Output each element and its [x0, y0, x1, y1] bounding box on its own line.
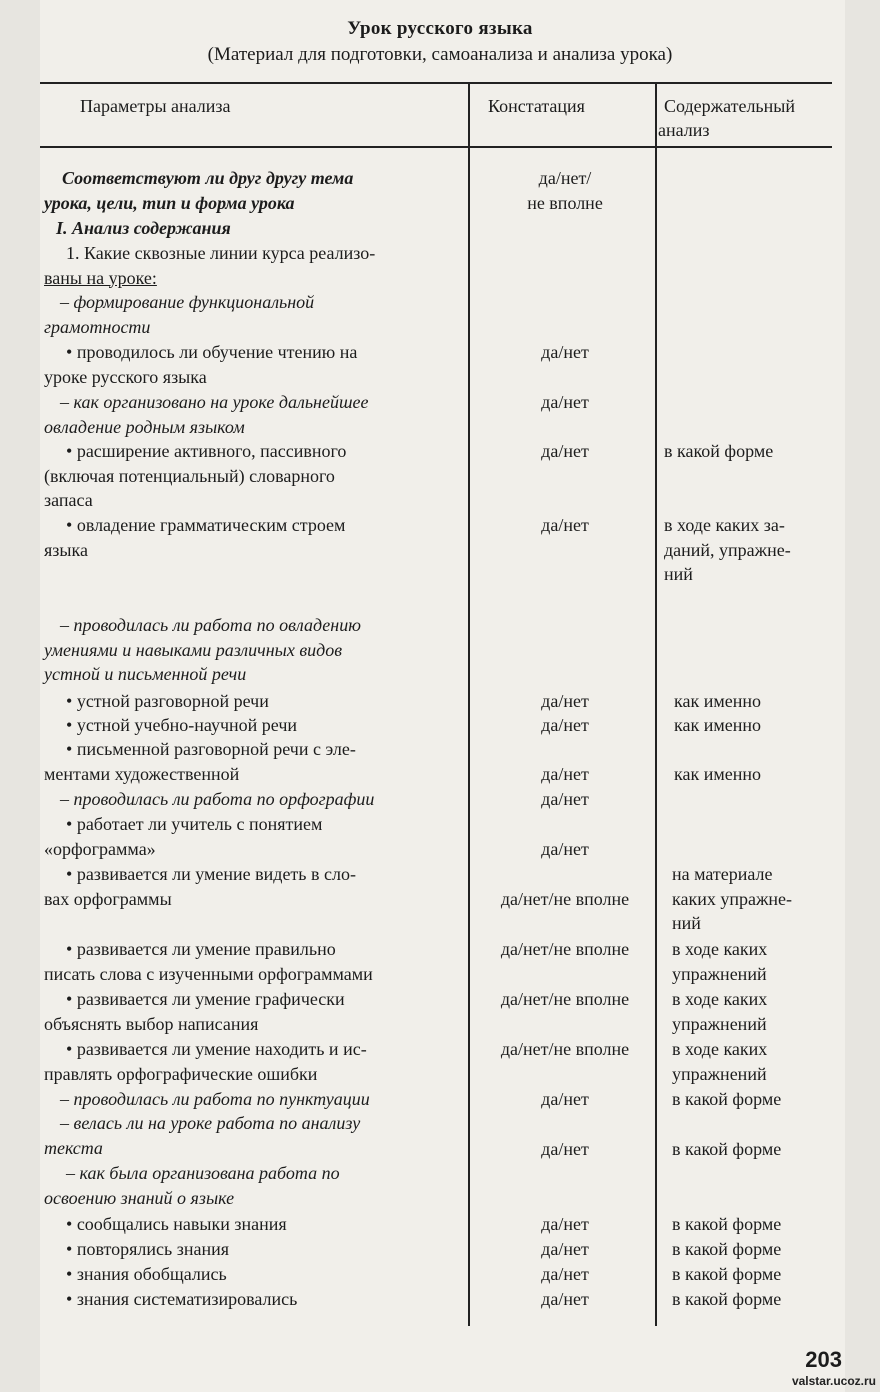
analysis-cell: в какой форме [672, 1139, 782, 1159]
analysis-cell: в какой форме [672, 1239, 782, 1259]
analysis-cell: как именно [674, 691, 761, 711]
table-row-oral-colloquial: • устной разговорной речи [44, 689, 468, 714]
statement-cell: да/нет [541, 764, 589, 784]
table-row-vocabulary: • расширение активного, пассивного (включая потенциальный) словарного запаса [44, 439, 468, 513]
table-row-speech-skills: – проводилась ли работа по овладению умениями и навыками различных видов устной и письменной речи [44, 615, 361, 684]
table-row-text-analysis: – велась ли на уроке работа по анализу текста [44, 1113, 361, 1158]
table-row-orthogram-concept: • работает ли учитель с понятием «орфограмма» [44, 812, 468, 861]
table-row-skills-given: • сообщались навыки знания [44, 1212, 468, 1237]
statement-cell: да/нет [541, 1289, 589, 1309]
statement-cell: да/нет [541, 839, 589, 859]
table-row-functional-literacy: – формирование функциональной грамотности [44, 292, 315, 337]
section-heading-content-analysis: I. Анализ содержания [56, 218, 231, 238]
watermark-url[interactable]: valstar.ucoz.ru [791, 1374, 876, 1388]
table-row-find-errors: • развивается ли умение находить и ис- правлять орфографические ошибки [44, 1037, 468, 1086]
table-row-knowledge-generalized: • знания обобщались [44, 1262, 468, 1287]
statement-cell: да/нет [541, 1214, 589, 1234]
table-row-reading-teaching: • проводилось ли обучение чтению на уроке русского языка [44, 340, 468, 389]
statement-cell: да/нет/не вполне [500, 889, 630, 909]
statement-cell: да/нет [541, 1089, 589, 1109]
table-row-graphic-explain: • развивается ли умение графически объяснять выбор написания [44, 987, 468, 1036]
statement-cell: да/нет [541, 1264, 589, 1284]
table-row-topic-match: Соответствуют ли друг другу тема урока, цели, тип и форма урока [44, 168, 354, 213]
header-statement: Констатация [488, 96, 585, 116]
table-header-rule [40, 146, 832, 148]
table-row-oral-academic: • устной учебно-научной речи [44, 713, 468, 738]
margin-shadow-right [845, 0, 880, 1392]
statement-cell: да/нет [541, 691, 589, 711]
analysis-cell: в ходе каких упражнений [672, 939, 768, 984]
analysis-cell: в какой форме [664, 441, 774, 461]
statement-cell: да/нет [541, 1239, 589, 1259]
statement-cell: да/нет/ не вполне [527, 168, 603, 213]
statement-cell: да/нет [541, 1139, 589, 1159]
header-parameters: Параметры анализа [80, 96, 231, 116]
table-row-language-knowledge: – как была организована работа по освоению знаний о языке [44, 1163, 340, 1208]
table-top-rule [40, 82, 832, 84]
statement-cell: да/нет [541, 392, 589, 412]
analysis-cell: как именно [674, 715, 761, 735]
table-row-written-colloquial: • письменной разговорной речи с эле- ментами художественной [44, 737, 468, 786]
analysis-cell: в какой форме [672, 1214, 782, 1234]
table-row-native-language: – как организовано на уроке дальнейшее овладение родным языком [44, 392, 369, 437]
margin-shadow-left [0, 0, 40, 1392]
table-row-grammar: • овладение грамматическим строем языка [44, 513, 468, 562]
statement-cell: да/нет/не вполне [500, 989, 630, 1009]
table-row-punctuation: – проводилась ли работа по пунктуации [60, 1089, 370, 1109]
table-row-see-orthograms: • развивается ли умение видеть в сло- вах орфограммы [44, 862, 468, 911]
analysis-cell: как именно [674, 764, 761, 784]
table-row-spell-correctly: • развивается ли умение правильно писать слова с изученными орфограммами [44, 937, 468, 986]
statement-cell: да/нет [541, 441, 589, 461]
table-row-orthography: – проводилась ли работа по орфографии [60, 789, 375, 809]
analysis-cell: в какой форме [672, 1289, 782, 1309]
page-subtitle: (Материал для подготовки, самоанализа и анализа урока) [207, 44, 673, 65]
analysis-cell: в ходе каких за- даний, упражне- ний [664, 515, 791, 584]
statement-cell: да/нет [541, 789, 589, 809]
header-content-analysis-2: анализ [658, 120, 710, 140]
analysis-cell: в ходе каких упражнений [672, 1039, 768, 1084]
table-row-knowledge-systematized: • знания систематизировались [44, 1287, 468, 1312]
statement-cell: да/нет [541, 715, 589, 735]
header-content-analysis-1: Содержательный [664, 96, 796, 116]
analysis-cell: в ходе каких упражнений [672, 989, 768, 1034]
statement-cell: да/нет [541, 342, 589, 362]
column-divider-1 [468, 82, 470, 1326]
table-row-knowledge-repeated: • повторялись знания [44, 1237, 468, 1262]
statement-cell: да/нет/не вполне [500, 939, 630, 959]
analysis-cell: в какой форме [672, 1264, 782, 1284]
analysis-cell: на материале каких упражне- ний [672, 864, 793, 933]
statement-cell: да/нет/не вполне [500, 1039, 630, 1059]
page-title: Урок русского языка [347, 18, 533, 39]
page-number: 203 [805, 1347, 842, 1372]
statement-cell: да/нет [541, 515, 589, 535]
analysis-cell: в какой форме [672, 1089, 782, 1109]
table-row-cross-cutting-lines: 1. Какие сквозные линии курса реализо- ваны на уроке: [44, 243, 376, 288]
